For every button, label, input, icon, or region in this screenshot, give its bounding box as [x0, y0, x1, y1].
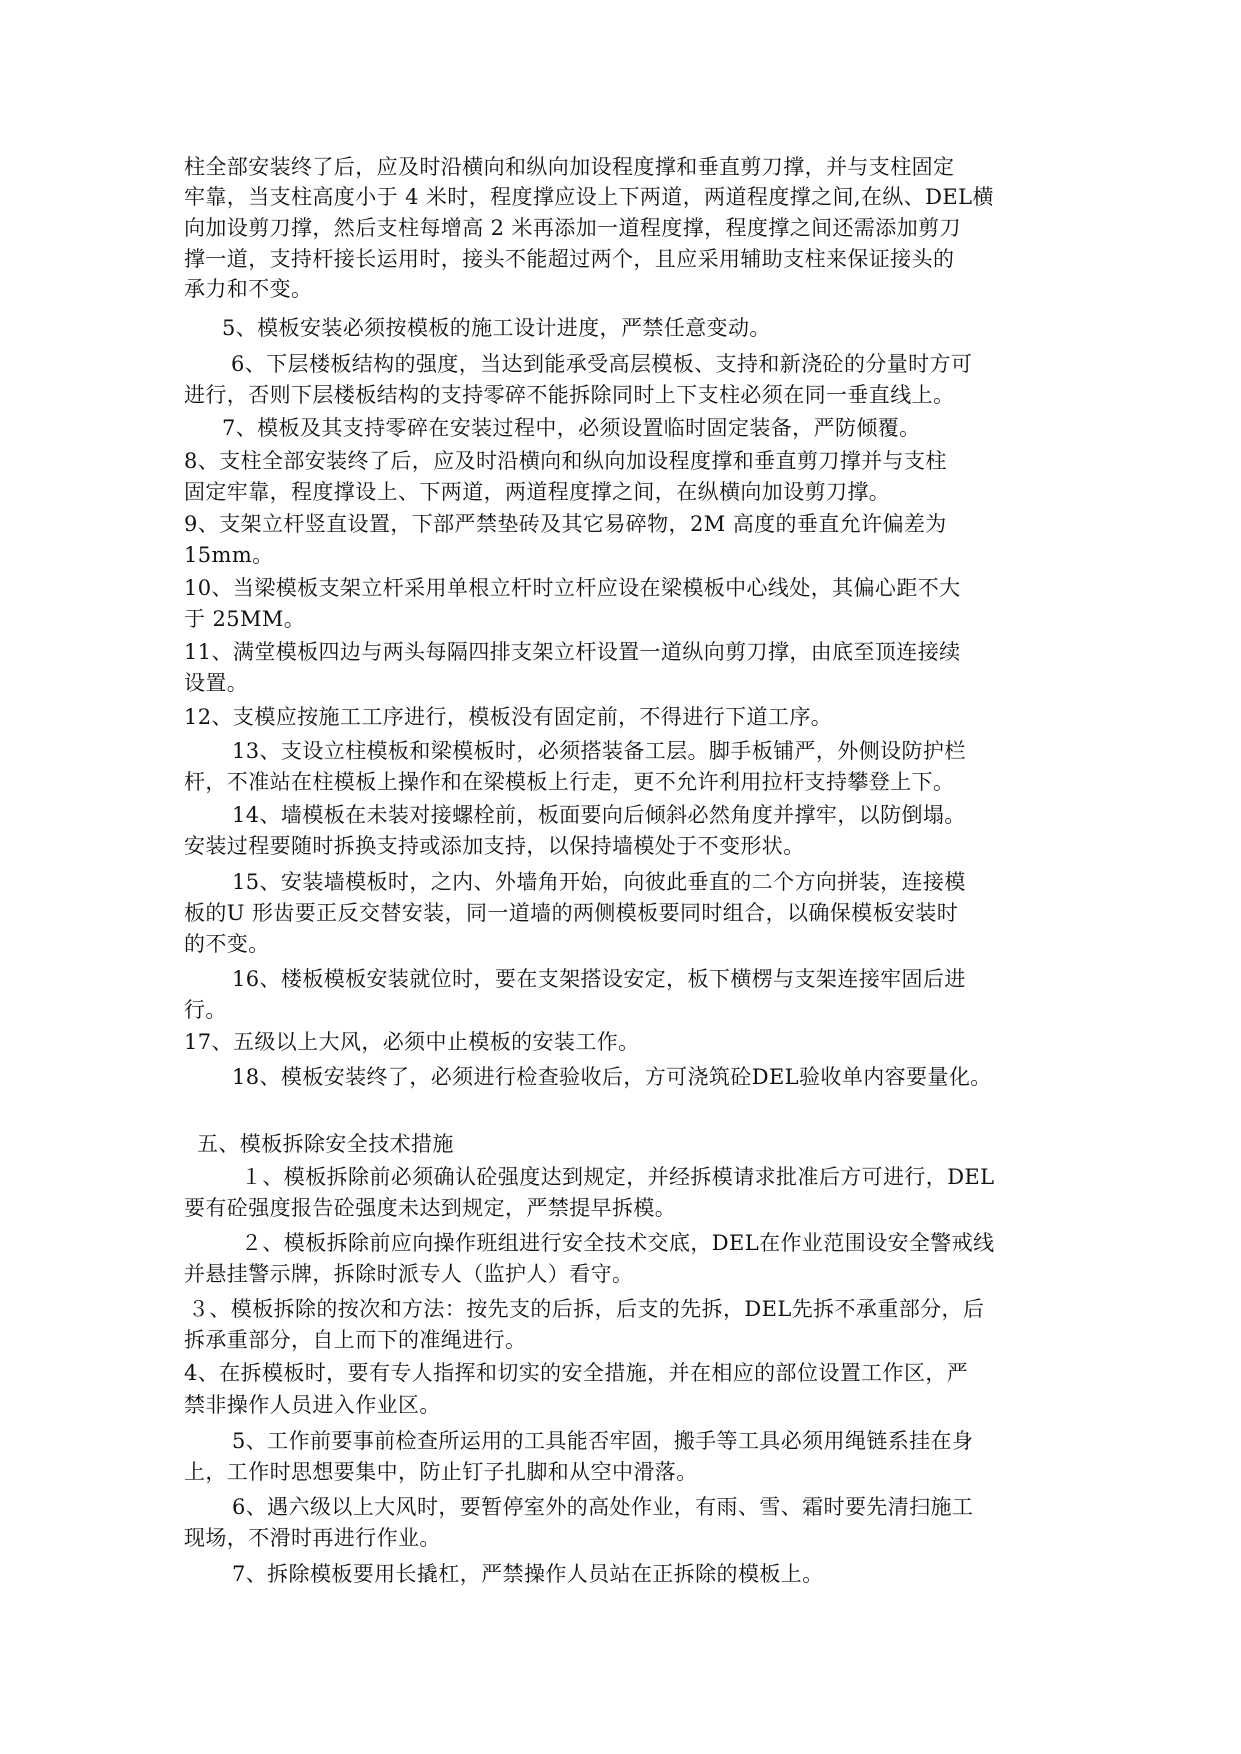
- text-line: 11、满堂模板四边与两头每隔四排支架立杆设置一道纵向剪刀撑，由底至顶连接续: [184, 640, 961, 664]
- text-line: 撑一道，支持杆接长运用时，接头不能超过两个，且应采用辅助支柱来保证接头的: [184, 247, 955, 271]
- text-line: ３、模板拆除的按次和方法：按先支的后拆，后支的先拆，DEL先拆不承重部分，后: [188, 1297, 985, 1321]
- text-line: 柱全部安装终了后，应及时沿横向和纵向加设程度撑和垂直剪刀撑，并与支柱固定: [184, 155, 955, 179]
- text-line: 12、支模应按施工工序进行，模板没有固定前，不得进行下道工序。: [184, 705, 833, 729]
- text-line: ２、模板拆除前应向操作班组进行安全技术交底，DEL在作业范围设安全警戒线: [241, 1231, 995, 1255]
- text-line: 进行，否则下层楼板结构的支持零碎不能拆除同时上下支柱必须在同一垂直线上。: [184, 383, 955, 407]
- text-line: 杆，不准站在柱模板上操作和在梁模板上行走，更不允许利用拉杆支持攀登上下。: [184, 770, 955, 794]
- text-line: 6、遇六级以上大风时，要暂停室外的高处作业，有雨、雪、霜时要先清扫施工: [232, 1495, 974, 1519]
- text-line: 15mm。: [184, 543, 274, 567]
- text-line: 上，工作时思想要集中，防止钉子扎脚和从空中滑落。: [184, 1460, 698, 1484]
- text-line: 7、拆除模板要用长撬杠，严禁操作人员站在正拆除的模板上。: [232, 1562, 824, 1586]
- text-line: 9、支架立杆竖直设置，下部严禁垫砖及其它易碎物，2M 高度的垂直允许偏差为: [184, 512, 947, 536]
- section-heading: 五、模板拆除安全技术措施: [197, 1132, 454, 1156]
- text-line: 向加设剪刀撑，然后支柱每增高 2 米再添加一道程度撑，程度撑之间还需添加剪刀: [184, 216, 961, 240]
- text-line: 设置。: [184, 671, 249, 695]
- text-line: 8、支柱全部安装终了后，应及时沿横向和纵向加设程度撑和垂直剪刀撑并与支柱: [184, 449, 947, 473]
- text-line: 5、模板安装必须按模板的施工设计进度，严禁任意变动。: [222, 316, 771, 340]
- text-line: 行。: [184, 998, 227, 1022]
- text-line: 10、当梁模板支架立杆采用单根立杆时立杆应设在梁模板中心线处，其偏心距不大: [184, 576, 961, 600]
- text-line: 13、支设立柱模板和梁模板时，必须搭装备工层。脚手板铺严，外侧设防护栏: [232, 739, 966, 763]
- text-line: 板的U 形齿要正反交替安装，同一道墙的两侧模板要同时组合，以确保模板安装时: [184, 901, 959, 925]
- text-line: 拆承重部分，自上而下的准绳进行。: [184, 1328, 527, 1352]
- text-line: １、模板拆除前必须确认砼强度达到规定，并经拆模请求批准后方可进行，DEL: [241, 1165, 995, 1189]
- text-line: 固定牢靠，程度撑设上、下两道，两道程度撑之间，在纵横向加设剪刀撑。: [184, 480, 891, 504]
- text-line: 4、在拆模板时，要有专人指挥和切实的安全措施，并在相应的部位设置工作区，严: [184, 1361, 969, 1385]
- text-line: 14、墙模板在未装对接螺栓前，板面要向后倾斜必然角度并撑牢，以防倒塌。: [232, 803, 966, 827]
- text-line: 牢靠，当支柱高度小于 4 米时，程度撑应设上下两道，两道程度撑之间,在纵、DEL横: [184, 185, 994, 209]
- text-line: 于 25MM。: [184, 607, 306, 631]
- text-line: 承力和不变。: [184, 277, 313, 301]
- text-line: 并悬挂警示牌，拆除时派专人（监护人）看守。: [184, 1262, 634, 1286]
- text-line: 现场，不滑时再进行作业。: [184, 1526, 441, 1550]
- text-line: 的不变。: [184, 932, 270, 956]
- text-line: 16、楼板模板安装就位时，要在支架搭设安定，板下横楞与支架连接牢固后进: [232, 967, 966, 991]
- text-line: 安装过程要随时拆换支持或添加支持，以保持墙模处于不变形状。: [184, 834, 805, 858]
- text-line: 18、模板安装终了，必须进行检查验收后，方可浇筑砼DEL验收单内容要量化。: [232, 1065, 992, 1089]
- text-line: 禁非操作人员进入作业区。: [184, 1393, 441, 1417]
- text-line: 要有砼强度报告砼强度未达到规定，严禁提早拆模。: [184, 1196, 677, 1220]
- text-line: 5、工作前要事前检查所运用的工具能否牢固，搬手等工具必须用绳链系挂在身: [232, 1429, 974, 1453]
- text-line: 17、五级以上大风，必须中止模板的安装工作。: [184, 1030, 640, 1054]
- text-line: 7、模板及其支持零碎在安装过程中，必须设置临时固定装备，严防倾覆。: [222, 416, 921, 440]
- text-line: 6、下层楼板结构的强度，当达到能承受高层模板、支持和新浇砼的分量时方可: [231, 352, 973, 376]
- text-line: 15、安装墙模板时，之内、外墙角开始，向彼此垂直的二个方向拼装，连接模: [232, 870, 966, 894]
